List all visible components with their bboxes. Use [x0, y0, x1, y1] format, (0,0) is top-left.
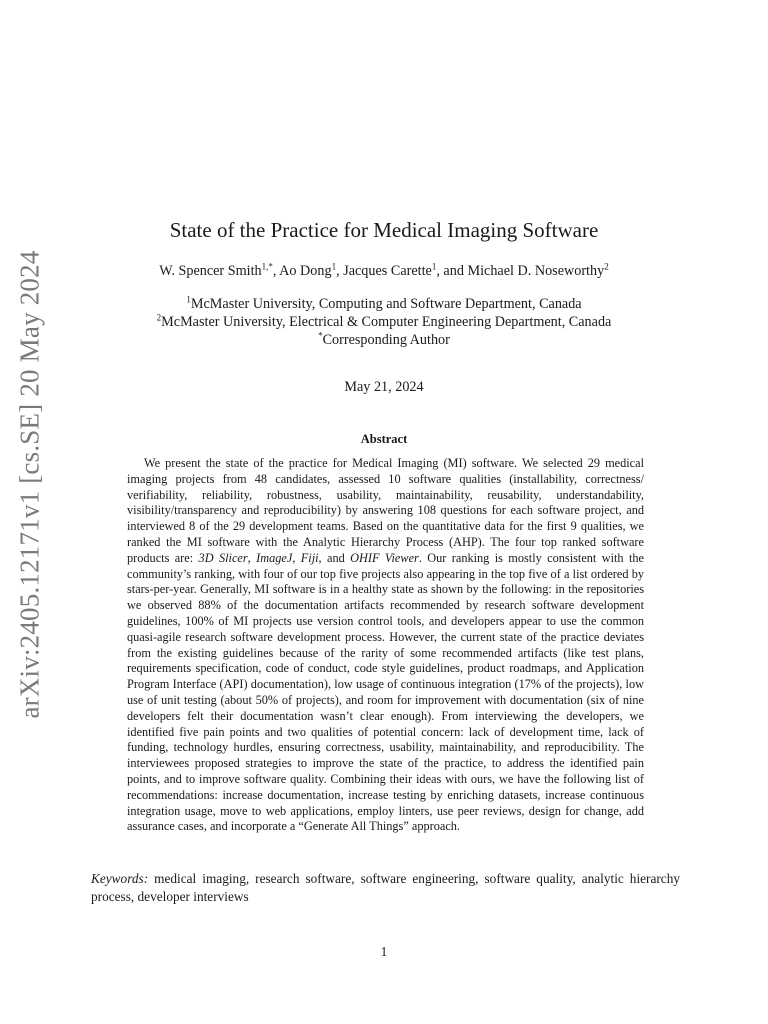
- keywords: [91, 870, 680, 906]
- abstract-separator: ,: [247, 550, 257, 565]
- abstract-separator: , and: [318, 550, 351, 565]
- author-name: Jacques Carette: [343, 263, 432, 279]
- affiliation-text: Corresponding Author: [322, 332, 450, 348]
- affiliation-text: McMaster University, Electrical & Computer Engineering Department, Canada: [161, 314, 612, 330]
- keywords-label: Keywords:: [91, 871, 149, 886]
- author-name: W. Spencer Smith: [159, 263, 262, 279]
- author-separator: ,: [336, 263, 344, 279]
- corresponding-author-note: [0, 332, 768, 349]
- page-number: 1: [380, 944, 388, 959]
- abstract-text-part1: We present the state of the practice for Medical Imaging (MI) software. We selected 29 medical imaging projects from 48 candidates, assessed 10 software qualities (installability, correctness/ verifiability, reliability, robustness, usability, maintainability, reusability, understandability, visibility/transparency and reproducibility) by answering 108 questions for each software project, and interviewed 8 of the 29 development teams. Based on the quantitative data for the first 9 qualities, we ranked the MI software with the Analytic Hierarchy Process (AHP). The four top ranked software products are:: [127, 456, 644, 565]
- paper-title: State of the Practice for Medical Imaging Software: [169, 218, 599, 242]
- affiliation-2: [0, 314, 768, 331]
- author-separator: ,: [272, 263, 280, 279]
- author-separator: , and: [436, 263, 468, 279]
- affiliation-mark: 1: [186, 294, 191, 305]
- abstract-separator: ,: [292, 550, 301, 565]
- product-name: ImageJ: [256, 550, 293, 565]
- affiliation-mark: 2: [156, 312, 162, 323]
- author-affiliation-mark: 1,*: [261, 261, 273, 272]
- abstract-heading: Abstract: [360, 432, 408, 446]
- product-name: Fiji: [300, 550, 319, 565]
- affiliation-text: McMaster University, Computing and Software Department, Canada: [190, 296, 582, 312]
- keywords-text: medical imaging, research software, software engineering, software quality, analytic hierarchy process, developer interviews: [91, 871, 681, 904]
- author-name: Ao Dong: [279, 263, 332, 279]
- author-list: [0, 263, 768, 280]
- arxiv-identifier-text: arXiv:2405.12171v1 [cs.SE] 20 May 2024: [14, 249, 45, 719]
- author-affiliation-mark: 2: [604, 261, 609, 272]
- author-affiliation-mark: 1: [331, 261, 337, 272]
- affiliation-1: [0, 296, 768, 313]
- affiliation-mark: *: [318, 330, 323, 341]
- author-affiliation-mark: 1: [431, 261, 437, 272]
- product-name: OHIF Viewer: [350, 550, 419, 565]
- product-name: 3D Slicer: [198, 550, 248, 565]
- author-name: Michael D. Noseworthy: [467, 263, 605, 279]
- abstract-text-part2: . Our ranking is mostly consistent with the community’s ranking, with four of our top five projects also appearing in the top five of a list ordered by stars-per-year. Generally, MI software is in a healthy state as shown by the following: in the repositories we observed 88% of the documentation artifacts recommended by research software development guidelines, 100% of MI projects use version control tools, and developers appear to use the common quasi-agile research software development process. However, the current state of the practice deviates from the existing guidelines because of the rarity of some recommended artifacts (like test plans, requirements specification, code of conduct, code style guidelines, product roadmaps, and Application Program Interface (API) documentation), low usage of continuous integration (17% of the projects), low use of unit testing (about 50% of projects), and room for improvement with documentation (six of nine developers felt their documentation wasn’t clear enough). From interviewing the developers, we identified five pain points and two qualities of potential concern: lack of development time, lack of funding, technology hurdles, ensuring correctness, usability, maintainability, and reproducibility. The interviewees proposed strategies to improve the state of the practice, to address the identified pain points, and to improve software quality. Combining their ideas with ours, we have the following list of recommendations: increase documentation, increase testing by enriching datasets, increase continuous integration usage, move to web applications, employ linters, use peer reviews, design for change, add assurance cases, and incorporate a “Generate All Things” approach.: [127, 550, 644, 834]
- publication-date: May 21, 2024: [344, 379, 424, 395]
- abstract-body: [127, 456, 644, 835]
